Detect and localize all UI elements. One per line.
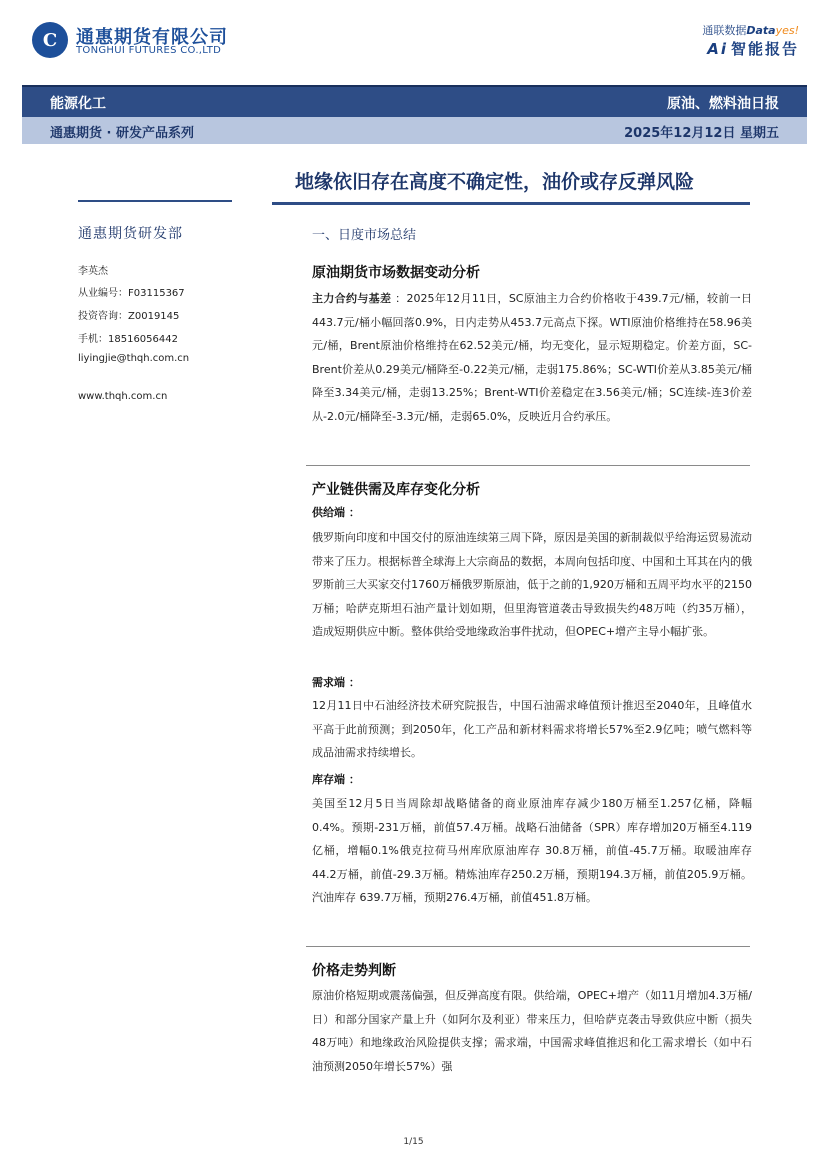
phone-value: 18516056442 (108, 334, 178, 345)
brand-data: Data (746, 24, 776, 37)
ai-report-brand (707, 38, 799, 59)
advisory-label: 投资咨询： (78, 311, 128, 322)
analyst-email[interactable]: liyingjie@thqh.com.cn (78, 353, 190, 364)
series-band (22, 117, 807, 144)
phone-label: 手机： (78, 334, 108, 345)
license-label: 从业编号： (78, 288, 128, 299)
license-number (78, 284, 185, 299)
sidebar-dept: 通惠期货研发部 (78, 226, 183, 242)
license-value: F03115367 (128, 288, 185, 299)
phone-number (78, 330, 178, 345)
series-label: 通惠期货 · 研发产品系列 (50, 126, 194, 141)
brand-prefix: 通联数据 (702, 24, 747, 37)
category-band (22, 85, 807, 117)
price-trend-paragraph: 原油价格短期或震荡偏强，但反弹高度有限。供给端，OPEC+增产（如11月增加4.3万桶/日）和部分国家产量上升（如阿尔及利亚）带来压力，但哈萨克袭击导致供应中断（损失48万吨）和地缘政治风险提供支撑；需求端，中国需求峰值推迟和化工需求增长（如中石油预测2050年增长57%）强 (312, 989, 752, 1073)
ai-logo-icon: Ai (707, 40, 728, 58)
analyst-name: 李英杰 (78, 266, 108, 277)
inventory-label: 库存端 ： (312, 773, 360, 786)
ai-report-text: 智能报告 (730, 40, 799, 58)
advisory-value: Z0019145 (128, 311, 180, 322)
futures-analysis-heading: 原油期货市场数据变动分析 (312, 265, 480, 281)
futures-analysis-paragraph (312, 287, 752, 428)
title-rule-left (78, 200, 232, 202)
company-website-link[interactable]: www.thqh.com.cn (78, 391, 168, 402)
company-logo-icon: C (32, 22, 68, 58)
section-divider (306, 465, 750, 466)
company-name-cn: 通惠期货有限公司 (76, 27, 228, 48)
supply-paragraph: 俄罗斯向印度和中国交付的原油连续第三周下降，原因是美国的新制裁似乎给海运贸易流动带来了压力。根据标普全球海上大宗商品的数据，本周向包括印度、中国和土耳其在内的俄罗斯前三大买家交付1760万桶俄罗斯原油，低于之前的1,920万桶和五周平均水平的2150万桶；哈萨克斯坦石油产量计划如期，但里海管道袭击导致损失约48万吨（约35万桶），造成短期供应中断。整体供给受地缘政治事件扰动，但OPEC+增产主导小幅扩张。 (312, 531, 752, 638)
section-divider (306, 946, 750, 947)
demand-label: 需求端 ： (312, 676, 360, 689)
report-type-label: 原油、燃料油日报 (667, 96, 779, 112)
price-trend-heading: 价格走势判断 (312, 963, 396, 979)
demand-paragraph: 12月11日中石油经济技术研究院报告，中国石油需求峰值预计推迟至2040年，且峰值水平高于此前预测；到2050年，化工产品和新材料需求将增长57%至2.9亿吨；喷气燃料等成品油需求持续增长。 (312, 699, 752, 759)
report-title: 地缘依旧存在高度不确定性，油价或存反弹风险 (295, 171, 695, 193)
supply-label: 供给端 ： (312, 506, 360, 519)
supply-demand-heading: 产业链供需及库存变化分析 (312, 482, 480, 498)
advisory-number (78, 307, 179, 322)
category-label: 能源化工 (50, 96, 106, 112)
report-date: 2025年12月12日 星期五 (624, 126, 779, 141)
title-rule-right (272, 202, 750, 205)
futures-analysis-text: ：2025年12月11日，SC原油主力合约价格收于439.7元/桶，较前一日443.7元/桶小幅回落0.9%，日内走势从453.7元高点下探。WTI原油价格维持在58.96美元/桶，Brent原油价格维持在62.52美元/桶，均无变化，显示短期稳定。价差方面，SC-Brent价差从0.29美元/桶降至-0.22美元/桶，走弱175.86%；SC-WTI价差从3.85美元/桶降至3.34美元/桶，走弱13.25%；Brent-WTI价差稳定在3.56美元/桶；SC连续-连3价差从-2.0元/桶降至-3.3元/桶，走弱65.0%，反映近月合约承压。 (312, 292, 753, 423)
company-name-en: TONGHUI FUTURES CO.,LTD (76, 45, 222, 56)
section-heading: 一、日度市场总结 (312, 228, 417, 243)
inventory-paragraph: 美国至12月5日当周除却战略储备的商业原油库存减少180万桶至1.257亿桶，降幅0.4%。预期-231万桶，前值57.4万桶。战略石油储备（SPR）库存增加20万桶至4.119亿桶，增幅0.1%俄克拉荷马州库欣原油库存 30.8万桶，前值-45.7万桶。取暖油库存 44.2万桶，前值-29.3万桶。精炼油库存250.2万桶，预期194.3万桶，前值205.9万桶。汽油库存 639.7万桶，预期276.4万桶，前值451.8万桶。 (312, 797, 752, 904)
brand-yes: yes! (775, 24, 799, 37)
main-contract-label: 主力合约与基差 (312, 292, 392, 305)
datayes-brand (702, 22, 799, 38)
page-number: 1/15 (403, 1137, 424, 1147)
